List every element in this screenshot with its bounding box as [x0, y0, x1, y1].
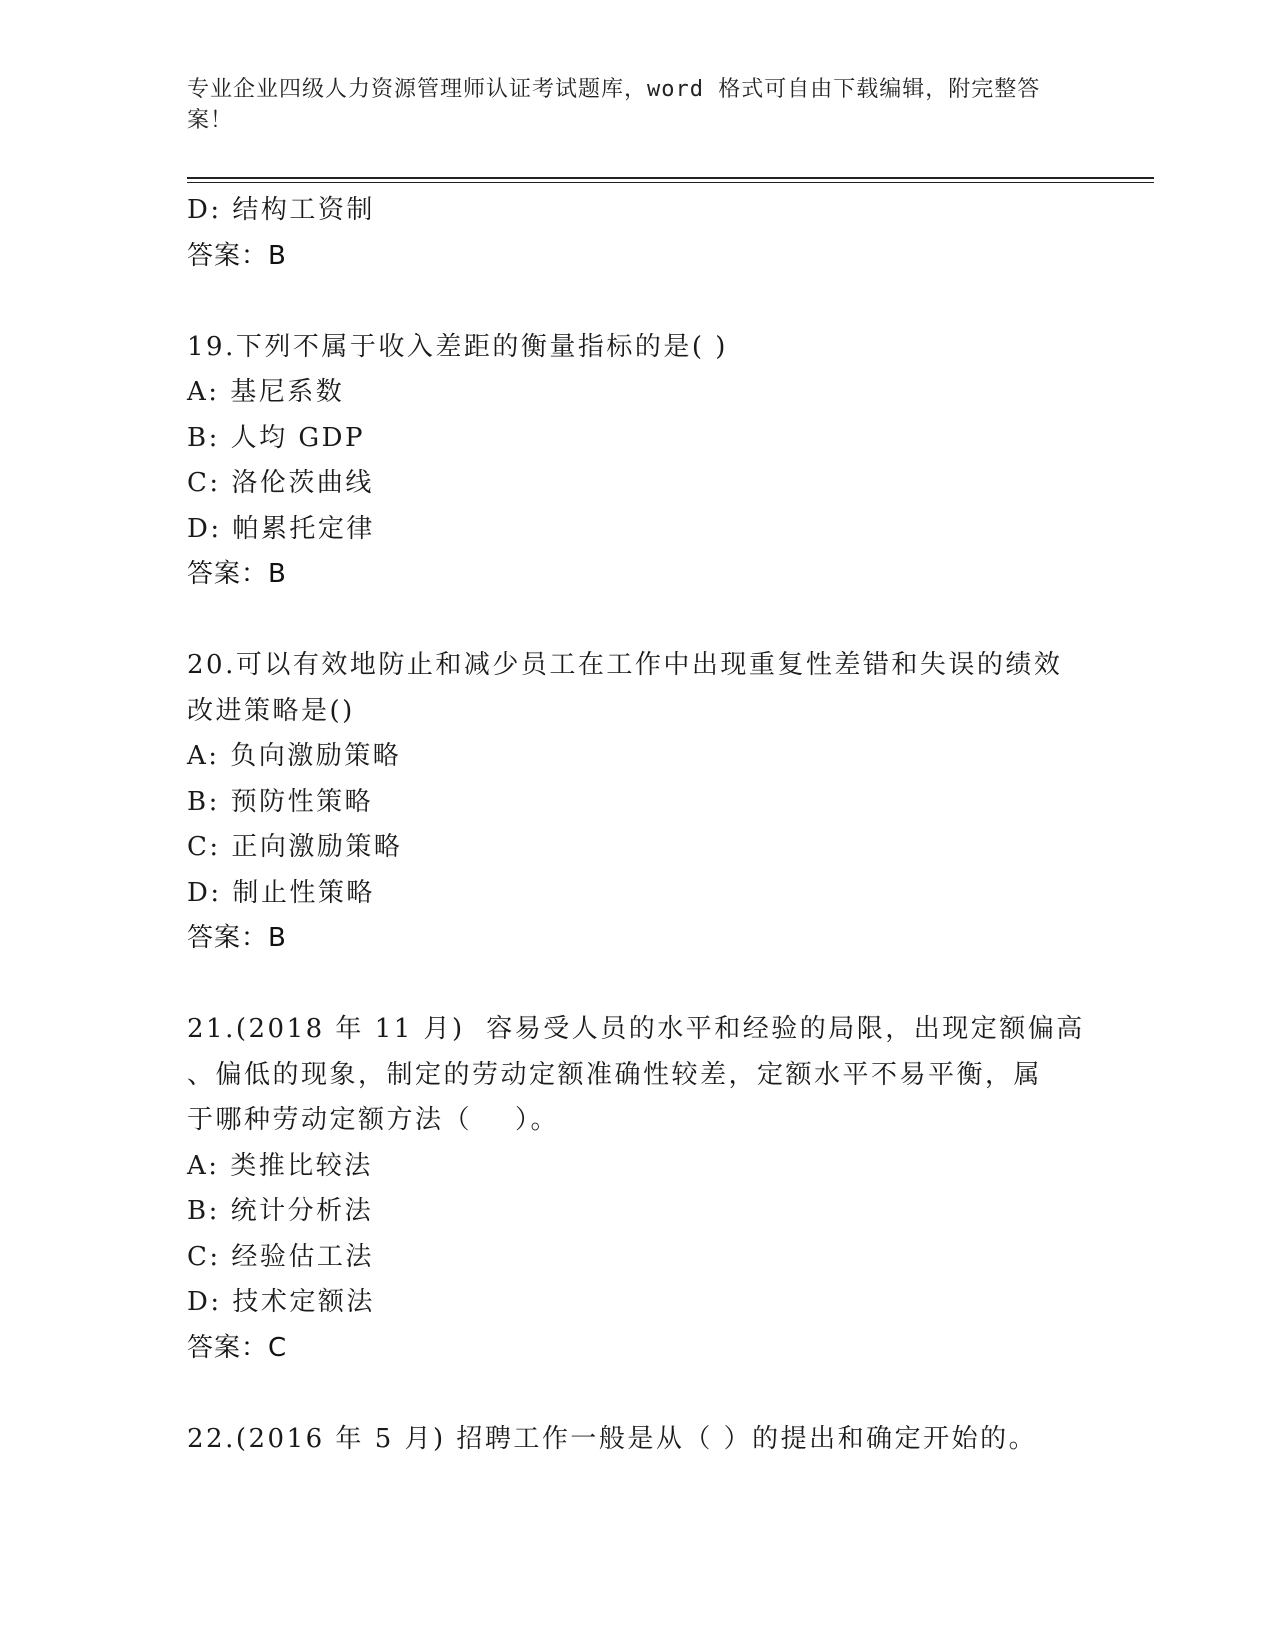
option-a: A: 类推比较法: [187, 1150, 373, 1181]
question-stem-continued: 于哪种劳动定额方法（ ）。: [187, 1105, 560, 1135]
question-20: [187, 643, 1087, 962]
option-d: D: 结构工资制: [187, 195, 375, 225]
document-header: 专业企业四级人力资源管理师认证考试题库，word 格式可自由下载编辑，附完整答案！: [187, 77, 1041, 133]
question-19: [187, 325, 1087, 598]
option-c: C: 洛伦茨曲线: [187, 468, 374, 498]
question-stem-continued: 、偏低的现象，制定的劳动定额准确性较差，定额水平不易平衡，属: [187, 1059, 1043, 1090]
option-d: D: 技术定额法: [187, 1287, 375, 1317]
question-stem: 21.(2018 年 11 月) 容易受人员的水平和经验的局限，出现定额偏高: [187, 1014, 1085, 1044]
question-22: [187, 1417, 1087, 1463]
question-stem: 19.下列不属于收入差距的衡量指标的是( ): [187, 331, 728, 362]
option-b: B: 统计分析法: [187, 1196, 374, 1226]
question-stem: 22.(2016 年 5 月) 招聘工作一般是从（ ）的提出和确定开始的。: [187, 1423, 1038, 1454]
question-list: [187, 188, 1087, 1462]
header-divider-thin: [187, 182, 1154, 183]
option-c: C: 经验估工法: [187, 1241, 374, 1272]
header-divider-thick: [187, 177, 1154, 179]
option-b: B: 预防性策略: [187, 786, 374, 817]
answer-line: 答案：B: [187, 559, 287, 589]
option-d: D: 帕累托定律: [187, 513, 375, 544]
answer-line: 答案：B: [187, 923, 287, 953]
answer-line: 答案：C: [187, 1332, 288, 1363]
option-a: A: 负向激励策略: [187, 741, 402, 771]
question-21: [187, 1007, 1087, 1371]
option-c: C: 正向激励策略: [187, 832, 403, 862]
question-stem: 20.可以有效地防止和减少员工在工作中出现重复性差错和失误的绩效: [187, 650, 1063, 680]
answer-line: 答案：B: [187, 240, 287, 271]
option-d: D: 制止性策略: [187, 877, 375, 908]
option-a: A: 基尼系数: [187, 377, 345, 407]
option-b: B: 人均 GDP: [187, 422, 366, 453]
question-stem-continued: 改进策略是(): [187, 695, 355, 726]
